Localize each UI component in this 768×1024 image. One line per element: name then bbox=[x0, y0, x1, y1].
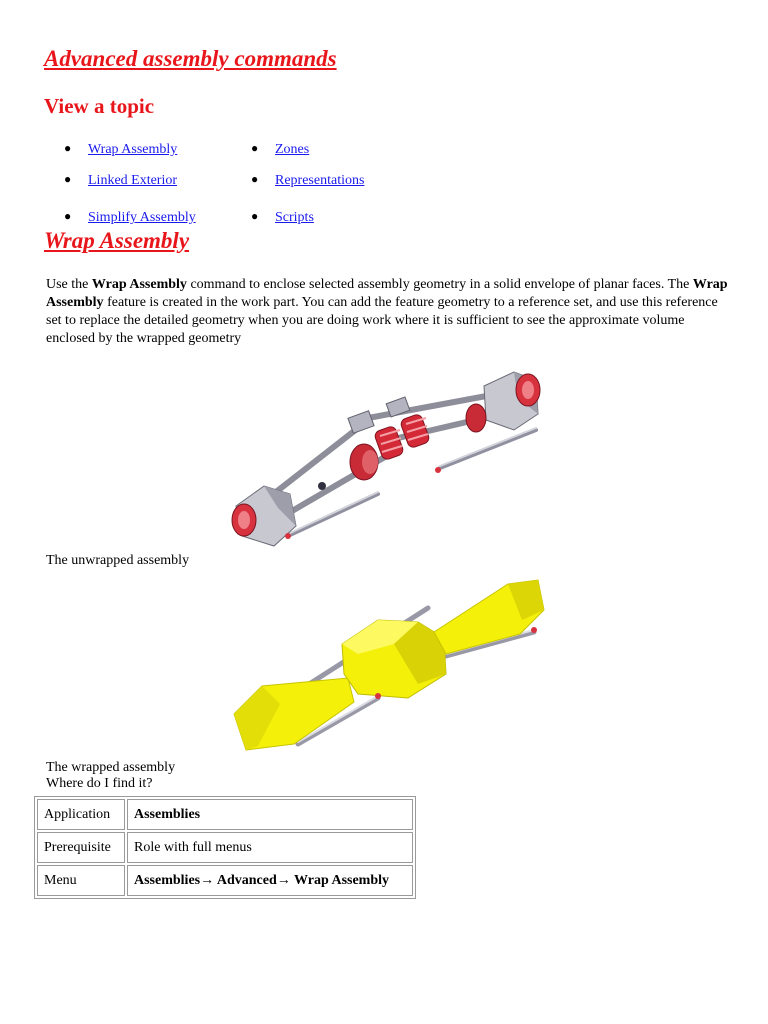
link-linked-exterior[interactable]: Linked Exterior bbox=[88, 173, 178, 188]
bullet-icon: ● bbox=[251, 209, 259, 223]
page-title: Advanced assembly commands bbox=[44, 46, 337, 71]
table-value: Assemblies bbox=[127, 799, 413, 830]
bullet-icon: ● bbox=[251, 172, 259, 186]
intro-text: feature is created in the work part. You can add the feature geometry to a reference set, and use this reference set to replace the detailed geometry when you are doing work where it is sufficient to see the approximate volume enclosed by the wrapped geometry bbox=[46, 295, 718, 346]
topic-item-linked-exterior bbox=[64, 172, 177, 189]
unwrapped-assembly-image bbox=[218, 358, 558, 550]
bullet-icon: ● bbox=[251, 141, 259, 155]
intro-text: Use the bbox=[46, 277, 92, 292]
wrapped-assembly-image bbox=[218, 574, 558, 758]
unwrapped-assembly-caption: The unwrapped assembly bbox=[46, 553, 190, 568]
link-wrap-assembly[interactable]: Wrap Assembly bbox=[88, 142, 178, 157]
topics-heading: View a topic bbox=[44, 94, 155, 118]
table-key: Prerequisite bbox=[37, 832, 125, 863]
topic-item-simplify-assembly bbox=[64, 209, 196, 226]
table-key: Menu bbox=[37, 865, 125, 896]
topic-item-zones bbox=[251, 141, 309, 158]
table-key: Application bbox=[37, 799, 125, 830]
topic-item-scripts bbox=[251, 209, 314, 226]
bullet-icon: ● bbox=[64, 172, 72, 186]
topic-item-wrap-assembly bbox=[64, 141, 177, 158]
table-value: Role with full menus bbox=[127, 832, 413, 863]
section-title: Wrap Assembly bbox=[44, 228, 190, 253]
link-simplify-assembly[interactable]: Simplify Assembly bbox=[88, 210, 196, 225]
intro-command-name: Wrap Assembly bbox=[46, 277, 728, 310]
where-label: Where do I find it? bbox=[46, 776, 153, 791]
table-value: Assemblies→ Advanced→ Wrap Assembly bbox=[127, 865, 413, 896]
topic-item-representations bbox=[251, 172, 364, 189]
bullet-icon: ● bbox=[64, 141, 72, 155]
table-row bbox=[37, 865, 413, 896]
table-row bbox=[37, 799, 413, 830]
find-it-table bbox=[34, 796, 416, 899]
intro-command-name: Wrap Assembly bbox=[91, 277, 187, 292]
intro-text: command to enclose selected assembly geometry in a solid envelope of planar faces. The bbox=[186, 277, 693, 292]
wrapped-assembly-caption: The wrapped assembly bbox=[46, 760, 176, 775]
link-zones[interactable]: Zones bbox=[275, 142, 310, 157]
link-scripts[interactable]: Scripts bbox=[275, 210, 314, 225]
intro-paragraph bbox=[46, 276, 736, 348]
table-row bbox=[37, 832, 413, 863]
bullet-icon: ● bbox=[64, 209, 72, 223]
link-representations[interactable]: Representations bbox=[275, 173, 365, 188]
